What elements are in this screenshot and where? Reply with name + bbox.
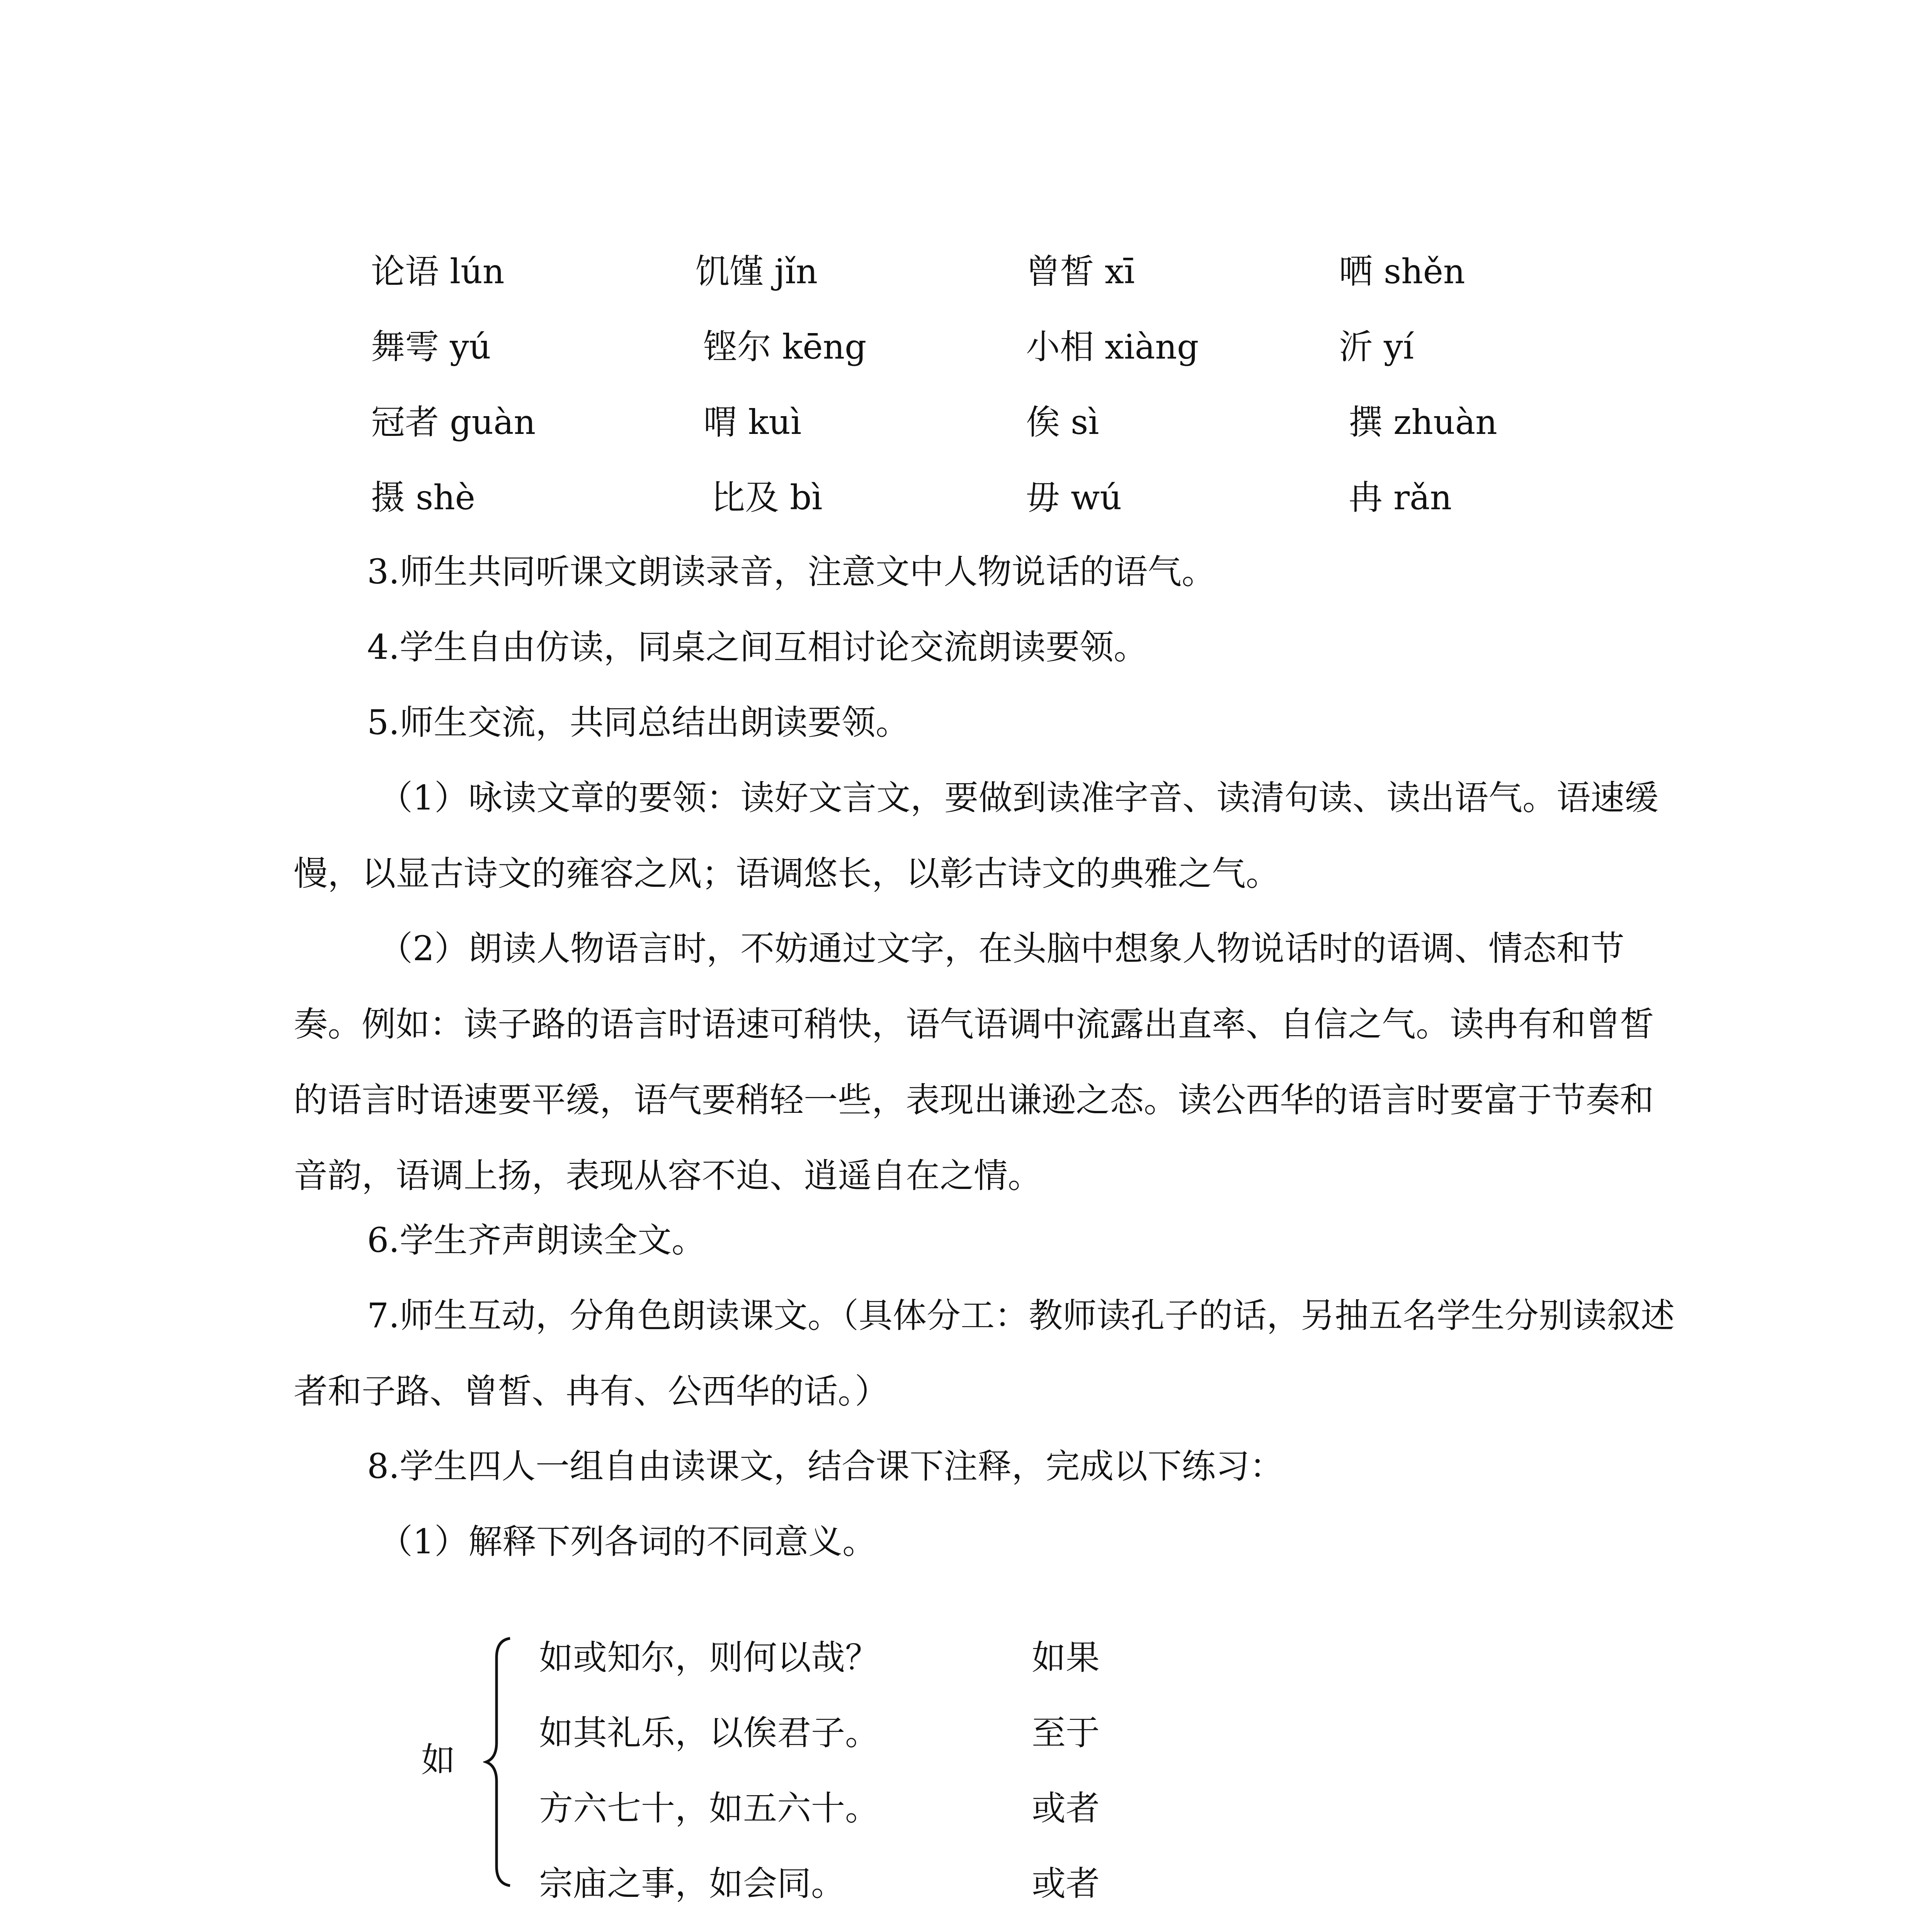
pinyin-cell: 喟 kuì — [703, 402, 802, 442]
curly-brace-icon — [483, 1634, 518, 1889]
pinyin-cell: 比及 bì — [711, 478, 823, 517]
pinyin-cell: 论语 lún — [371, 252, 505, 291]
step-3: 3.师生共同听课文朗读录音，注意文中人物说话的语气。 — [367, 552, 1216, 592]
pinyin-cell: 哂 shěn — [1339, 252, 1465, 291]
pinyin-cell: 毋 wú — [1026, 478, 1122, 517]
pinyin-cell: 撰 zhuàn — [1349, 402, 1497, 442]
pinyin-cell: 曾皙 xī — [1026, 252, 1135, 291]
word-meaning: 至于 — [1032, 1713, 1100, 1753]
word-meaning: 如果 — [1032, 1638, 1100, 1677]
step-7: 7.师生互动，分角色朗读课文。（具体分工：教师读孔子的话，另抽五名学生分别读叙述者和子路、曾皙、冉有、公西华的话。） — [294, 1296, 1675, 1411]
group-character: 如 — [421, 1740, 456, 1780]
pinyin-cell: 小相 xiàng — [1026, 327, 1199, 367]
reading-tip-1: （1）咏读文章的要领：读好文言文，要做到读准字音、读清句读、读出语气。语速缓慢，以显古诗文的雍容之风；语调悠长，以彰古诗文的典雅之气。 — [294, 778, 1658, 893]
pinyin-cell: 铿尔 kēng — [703, 327, 867, 367]
question-1: （1）解释下列各词的不同意义。 — [379, 1522, 876, 1561]
pinyin-cell: 俟 sì — [1026, 402, 1099, 442]
example-sentence: 如或知尔，则何以哉？ — [539, 1638, 879, 1677]
pinyin-cell: 饥馑 jǐn — [696, 252, 818, 291]
reading-tip-2: （2）朗读人物语言时，不妨通过文字，在头脑中想象人物说话时的语调、情态和节奏。例如：读子路的语言时语速可稍快，语气语调中流露出直率、自信之气。读冉有和曾皙的语言时语速要平缓，语气要稍轻一些，表现出谦逊之态。读公西华的语言时要富于节奏和音韵，语调上扬，表现从容不迫、逍遥自在之情。 — [294, 929, 1654, 1196]
step-4: 4.学生自由仿读，同桌之间互相讨论交流朗读要领。 — [367, 627, 1148, 667]
step-6: 6.学生齐声朗读全文。 — [367, 1220, 706, 1260]
pinyin-cell: 冉 rǎn — [1349, 478, 1452, 517]
step-8: 8.学生四人一组自由读课文，结合课下注释，完成以下练习： — [367, 1446, 1284, 1486]
example-sentence: 如其礼乐，以俟君子。 — [539, 1713, 879, 1753]
pinyin-cell: 冠者 guàn — [371, 402, 536, 442]
example-sentence: 方六七十，如五六十。 — [539, 1788, 879, 1828]
pinyin-cell: 舞雩 yú — [371, 327, 491, 367]
word-meaning: 或者 — [1032, 1864, 1100, 1903]
example-sentence: 宗庙之事，如会同。 — [539, 1864, 845, 1903]
pinyin-cell: 沂 yí — [1339, 327, 1414, 367]
word-meaning: 或者 — [1032, 1788, 1100, 1828]
step-5: 5.师生交流，共同总结出朗读要领。 — [367, 702, 910, 742]
pinyin-cell: 摄 shè — [371, 478, 475, 517]
